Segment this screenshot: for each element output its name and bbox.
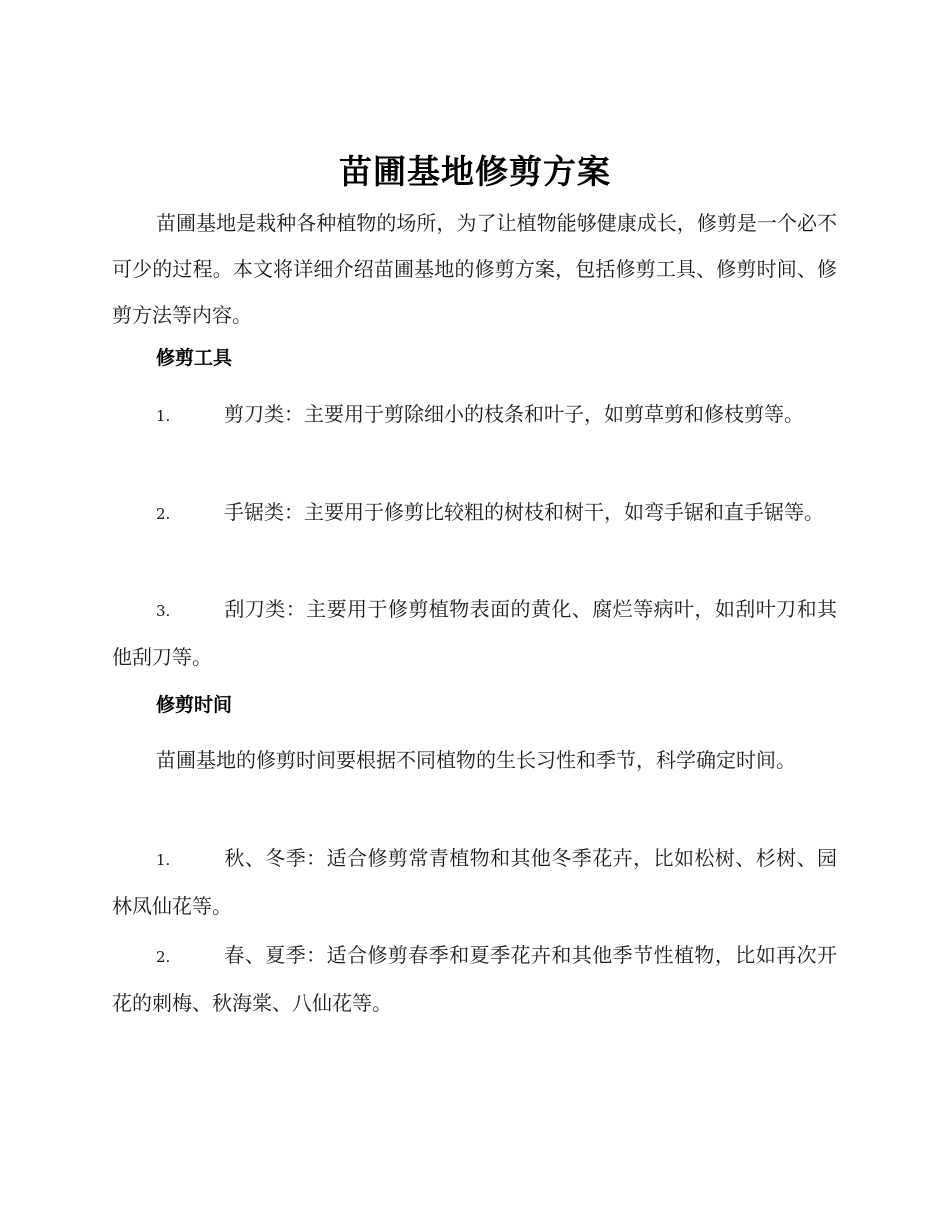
list-item-text: 刮刀类：主要用于修剪植物表面的黄化、腐烂等病叶，如刮叶刀和其他刮刀等。 <box>112 597 837 669</box>
list-item <box>112 489 837 537</box>
section-intro-paragraph: 苗圃基地的修剪时间要根据不同植物的生长习性和季节，科学确定时间。 <box>156 748 796 772</box>
list-item-number: 2. <box>156 948 171 966</box>
list-item-number: 1. <box>156 851 171 869</box>
section-heading-time: 修剪时间 <box>156 694 233 716</box>
list-item-number: 3. <box>156 602 171 620</box>
list-item <box>112 586 837 680</box>
section-heading-tools: 修剪工具 <box>156 347 233 369</box>
list-item-number: 1. <box>156 407 171 425</box>
list-item-text: 秋、冬季：适合修剪常青植物和其他冬季花卉，比如松树、杉树、园林凤仙花等。 <box>112 846 837 918</box>
list-item-text: 春、夏季：适合修剪春季和夏季花卉和其他季节性植物，比如再次开花的刺梅、秋海棠、八仙花等。 <box>112 943 837 1015</box>
list-item-text: 手锯类：主要用于修剪比较粗的树枝和树干，如弯手锯和直手锯等。 <box>224 500 824 524</box>
list-item <box>112 932 837 1026</box>
list-item <box>112 391 837 439</box>
intro-paragraph: 苗圃基地是栽种各种植物的场所，为了让植物能够健康成长，修剪是一个必不可少的过程。本文将详细介绍苗圃基地的修剪方案，包括修剪工具、修剪时间、修剪方法等内容。 <box>112 211 837 327</box>
list-item <box>112 835 837 929</box>
list-item-text: 剪刀类：主要用于剪除细小的枝条和叶子，如剪草剪和修枝剪等。 <box>224 402 804 426</box>
document-title: 苗圃基地修剪方案 <box>339 152 611 191</box>
list-item-number: 2. <box>156 505 171 523</box>
